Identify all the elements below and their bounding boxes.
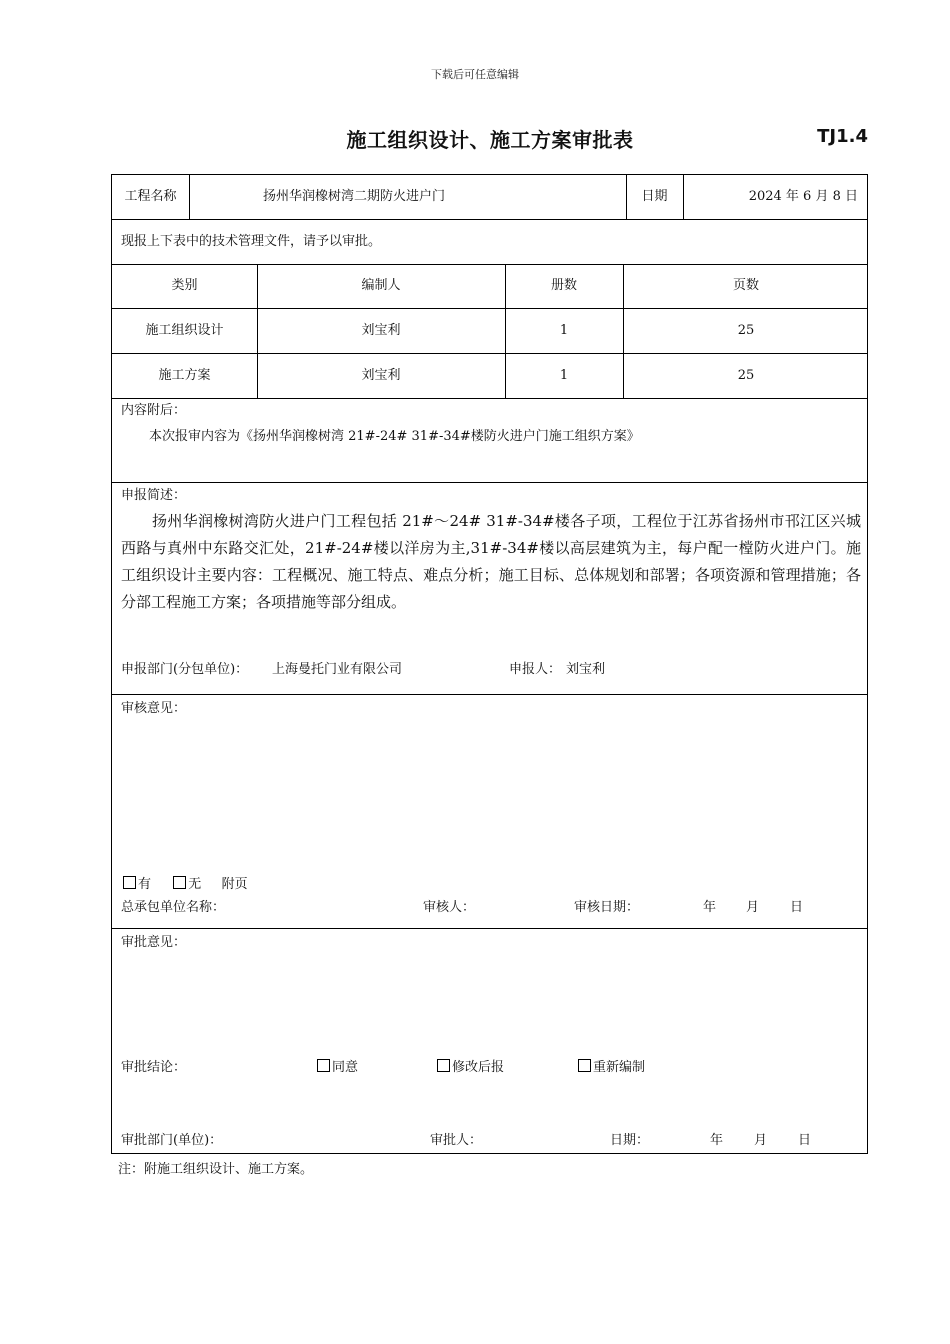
intro-text: 现报上下表中的技术管理文件，请予以审批。	[121, 234, 382, 249]
table-cell-category: 施工方案	[158, 368, 211, 383]
submit-dept: 上海曼托门业有限公司	[272, 662, 403, 677]
table-cell-volumes: 1	[559, 323, 569, 338]
option-redo-label: 重新编制	[593, 1060, 646, 1075]
summary-text: 扬州华润橡树湾防火进户门工程包括 21#～24# 31#-34#楼各子项，工程位于江苏省扬州市邗江区兴城西路与真州中东路交汇处，21#-24#楼以洋房为主,31#-34#楼以高层建筑为主，每户配一樘防火进户门。施工组织设计主要内容：工程概况、施工特点、难点分析；施工目标、总体规划和部署；各项资源和管理措施；各分部工程施工方案；各项措施等部分组成。	[121, 512, 861, 611]
option-revise-label: 修改后报	[452, 1060, 505, 1075]
row-divider	[112, 694, 867, 695]
applicant-label: 申报人：	[509, 662, 562, 677]
table-cell-volumes: 1	[559, 368, 569, 383]
row-divider	[112, 219, 867, 220]
option-revise[interactable]	[437, 1059, 504, 1076]
col-header-pages: 页数	[732, 278, 759, 293]
checkbox-redo[interactable]	[578, 1059, 591, 1072]
row-divider	[112, 482, 867, 483]
table-cell-pages: 25	[737, 368, 755, 383]
project-name-label: 工程名称	[124, 189, 177, 204]
row-divider	[112, 264, 867, 265]
review-date-label: 审核日期：	[574, 900, 640, 915]
option-agree[interactable]	[317, 1059, 358, 1076]
col-header-volumes: 册数	[550, 278, 577, 293]
col-header-author: 编制人	[361, 278, 401, 293]
review-year: 年	[703, 900, 717, 915]
approver-label: 审批人：	[430, 1133, 483, 1148]
option-agree-label: 同意	[332, 1060, 359, 1075]
review-label: 审核意见：	[121, 701, 187, 716]
applicant: 刘宝利	[566, 662, 606, 677]
project-name: 扬州华润橡树湾二期防火进户门	[263, 189, 446, 204]
approval-form	[111, 174, 868, 1154]
row-divider	[112, 353, 867, 354]
checkbox-yes[interactable]	[123, 876, 136, 889]
attachment-label: 内容附后：	[121, 403, 187, 418]
page-header-note: 下载后可任意编辑	[431, 68, 519, 81]
date-label: 日期	[641, 189, 668, 204]
review-day: 日	[790, 900, 804, 915]
row-divider	[112, 398, 867, 399]
table-cell-author: 刘宝利	[361, 368, 401, 383]
col-header-category: 类别	[171, 278, 198, 293]
conclusion-label: 审批结论：	[121, 1060, 187, 1075]
row-divider	[112, 308, 867, 309]
table-cell-pages: 25	[737, 323, 755, 338]
attach-page-label: 附页	[221, 877, 248, 892]
approval-label: 审批意见：	[121, 935, 187, 950]
approval-month: 月	[754, 1133, 768, 1148]
approval-year: 年	[710, 1133, 724, 1148]
footnote: 注：附施工组织设计、施工方案。	[118, 1162, 314, 1177]
contractor-label: 总承包单位名称：	[121, 900, 226, 915]
checkbox-no[interactable]	[173, 876, 186, 889]
approval-dept-label: 审批部门(单位)：	[121, 1133, 223, 1148]
approval-day: 日	[798, 1133, 812, 1148]
form-code: TJ1.4	[817, 126, 868, 147]
date-value: 2024 年 6 月 8 日	[748, 189, 858, 204]
approval-date-label: 日期：	[610, 1133, 650, 1148]
option-redo[interactable]	[578, 1059, 645, 1076]
row-divider	[112, 928, 867, 929]
table-cell-category: 施工组织设计	[145, 323, 224, 338]
submit-dept-label: 申报部门(分包单位)：	[121, 662, 249, 677]
col-divider	[189, 175, 190, 219]
checkbox-agree[interactable]	[317, 1059, 330, 1072]
page-title: 施工组织设计、施工方案审批表	[346, 128, 634, 152]
attachment-text: 本次报审内容为《扬州华润橡树湾 21#-24# 31#-34#楼防火进户门施工组织方案》	[149, 429, 640, 444]
option-no-label: 无	[188, 877, 202, 892]
review-month: 月	[746, 900, 760, 915]
reviewer-label: 审核人：	[423, 900, 476, 915]
summary-label: 申报简述：	[121, 488, 187, 503]
review-attach-options	[123, 876, 248, 893]
option-yes-label: 有	[138, 877, 152, 892]
table-cell-author: 刘宝利	[361, 323, 401, 338]
checkbox-revise[interactable]	[437, 1059, 450, 1072]
